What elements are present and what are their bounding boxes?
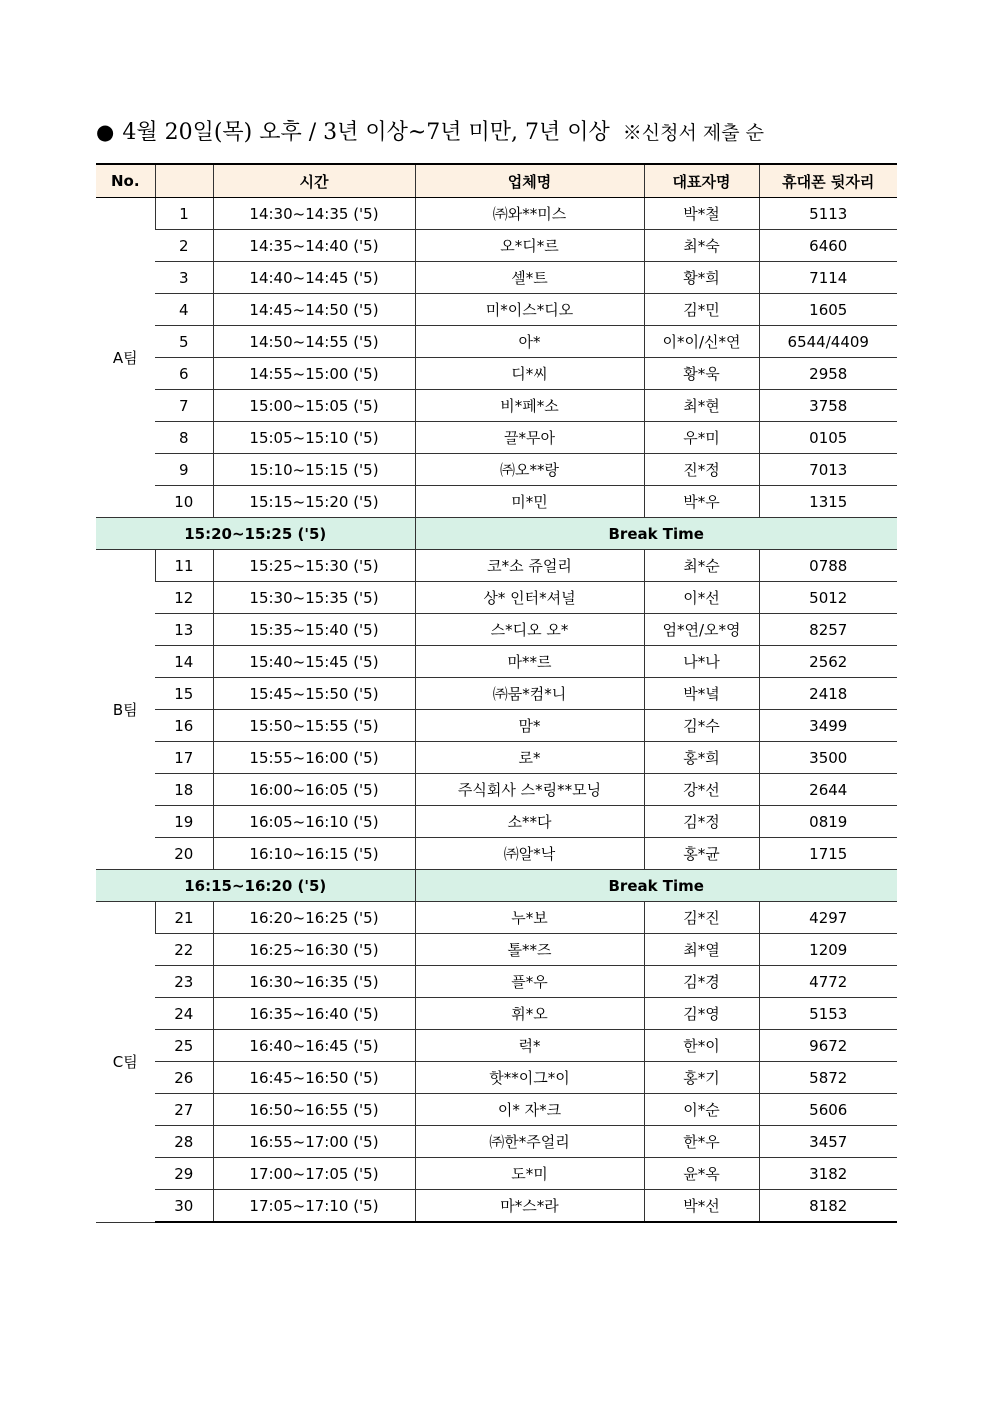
- cell-phone: 3499: [759, 710, 897, 742]
- cell-rep: 홍*균: [644, 838, 759, 870]
- cell-time: 15:05~15:10 ('5): [213, 422, 415, 454]
- cell-rep: 이*순: [644, 1094, 759, 1126]
- break-time: 16:15~16:20 ('5): [96, 870, 415, 902]
- cell-company: 끌*무아: [415, 422, 644, 454]
- cell-rep: 엄*연/오*영: [644, 614, 759, 646]
- cell-rep: 김*경: [644, 966, 759, 998]
- cell-time: 15:15~15:20 ('5): [213, 486, 415, 518]
- cell-time: 16:05~16:10 ('5): [213, 806, 415, 838]
- cell-no: 19: [155, 806, 213, 838]
- cell-no: 6: [155, 358, 213, 390]
- cell-time: 15:50~15:55 ('5): [213, 710, 415, 742]
- table-row: [96, 646, 897, 678]
- cell-company: 미*이스*디오: [415, 294, 644, 326]
- cell-no: 21: [155, 902, 213, 934]
- table-row: [96, 678, 897, 710]
- cell-phone: 3457: [759, 1126, 897, 1158]
- cell-company: 아*: [415, 326, 644, 358]
- cell-no: 5: [155, 326, 213, 358]
- cell-no: 13: [155, 614, 213, 646]
- cell-rep: 황*욱: [644, 358, 759, 390]
- cell-rep: 나*나: [644, 646, 759, 678]
- cell-time: 16:30~16:35 ('5): [213, 966, 415, 998]
- cell-time: 16:20~16:25 ('5): [213, 902, 415, 934]
- cell-time: 16:40~16:45 ('5): [213, 1030, 415, 1062]
- table-row: [96, 966, 897, 998]
- cell-no: 14: [155, 646, 213, 678]
- cell-rep: 김*정: [644, 806, 759, 838]
- cell-no: 27: [155, 1094, 213, 1126]
- table-row: [96, 806, 897, 838]
- cell-no: 10: [155, 486, 213, 518]
- cell-time: 15:10~15:15 ('5): [213, 454, 415, 486]
- cell-company: 톨**즈: [415, 934, 644, 966]
- cell-rep: 이*이/신*연: [644, 326, 759, 358]
- table-row: [96, 902, 897, 934]
- table-row: [96, 294, 897, 326]
- cell-no: 29: [155, 1158, 213, 1190]
- cell-rep: 김*영: [644, 998, 759, 1030]
- table-row: [96, 774, 897, 806]
- break-label: Break Time: [415, 518, 897, 550]
- cell-company: 상* 인터*셔널: [415, 582, 644, 614]
- cell-time: 16:35~16:40 ('5): [213, 998, 415, 1030]
- cell-time: 17:00~17:05 ('5): [213, 1158, 415, 1190]
- cell-time: 15:35~15:40 ('5): [213, 614, 415, 646]
- cell-phone: 5153: [759, 998, 897, 1030]
- cell-phone: 1715: [759, 838, 897, 870]
- table-row: [96, 934, 897, 966]
- cell-company: 코*소 쥬얼리: [415, 550, 644, 582]
- cell-company: 이* 자*크: [415, 1094, 644, 1126]
- cell-rep: 강*선: [644, 774, 759, 806]
- header-representative: 대표자명: [644, 164, 759, 198]
- cell-phone: 4297: [759, 902, 897, 934]
- document-title: [96, 112, 896, 152]
- cell-rep: 박*우: [644, 486, 759, 518]
- table-row: [96, 1190, 897, 1223]
- table-row: [96, 998, 897, 1030]
- cell-phone: 7114: [759, 262, 897, 294]
- cell-no: 28: [155, 1126, 213, 1158]
- cell-no: 7: [155, 390, 213, 422]
- cell-company: ㈜와**미스: [415, 198, 644, 230]
- cell-phone: 1605: [759, 294, 897, 326]
- table-row: [96, 1030, 897, 1062]
- cell-time: 16:55~17:00 ('5): [213, 1126, 415, 1158]
- cell-rep: 최*숙: [644, 230, 759, 262]
- cell-time: 15:25~15:30 ('5): [213, 550, 415, 582]
- cell-phone: 3182: [759, 1158, 897, 1190]
- table-row: [96, 390, 897, 422]
- cell-rep: 김*수: [644, 710, 759, 742]
- table-row: [96, 550, 897, 582]
- cell-phone: 8182: [759, 1190, 897, 1223]
- cell-company: 로*: [415, 742, 644, 774]
- title-text: 4월 20일(목) 오후 / 3년 이상~7년 미만, 7년 이상: [122, 120, 610, 145]
- table-row: [96, 838, 897, 870]
- cell-company: 누*보: [415, 902, 644, 934]
- cell-no: 26: [155, 1062, 213, 1094]
- header-seq: [155, 164, 213, 198]
- cell-time: 16:25~16:30 ('5): [213, 934, 415, 966]
- cell-time: 15:55~16:00 ('5): [213, 742, 415, 774]
- header-company: 업체명: [415, 164, 644, 198]
- cell-phone: 4772: [759, 966, 897, 998]
- cell-no: 1: [155, 198, 213, 230]
- cell-rep: 박*선: [644, 1190, 759, 1223]
- cell-no: 11: [155, 550, 213, 582]
- cell-time: 16:10~16:15 ('5): [213, 838, 415, 870]
- cell-phone: 1315: [759, 486, 897, 518]
- break-row: [96, 870, 897, 902]
- cell-company: 셀*트: [415, 262, 644, 294]
- team-label: C팀: [96, 902, 155, 1223]
- cell-rep: 박*녘: [644, 678, 759, 710]
- cell-time: 14:35~14:40 ('5): [213, 230, 415, 262]
- header-time: 시간: [213, 164, 415, 198]
- cell-company: 디*씨: [415, 358, 644, 390]
- break-row: [96, 518, 897, 550]
- cell-time: 14:50~14:55 ('5): [213, 326, 415, 358]
- cell-rep: 박*철: [644, 198, 759, 230]
- cell-no: 23: [155, 966, 213, 998]
- cell-rep: 김*진: [644, 902, 759, 934]
- header-no: No.: [96, 164, 155, 198]
- cell-no: 17: [155, 742, 213, 774]
- cell-rep: 최*열: [644, 934, 759, 966]
- cell-company: 오*디*르: [415, 230, 644, 262]
- cell-no: 24: [155, 998, 213, 1030]
- table-row: [96, 614, 897, 646]
- table-row: [96, 582, 897, 614]
- cell-time: 14:55~15:00 ('5): [213, 358, 415, 390]
- cell-no: 12: [155, 582, 213, 614]
- cell-company: ㈜한*주얼리: [415, 1126, 644, 1158]
- team-label: A팀: [96, 198, 155, 518]
- cell-time: 14:45~14:50 ('5): [213, 294, 415, 326]
- cell-no: 16: [155, 710, 213, 742]
- cell-company: 마*스*라: [415, 1190, 644, 1223]
- cell-company: 핫**이그*이: [415, 1062, 644, 1094]
- table-row: [96, 1158, 897, 1190]
- cell-company: 맘*: [415, 710, 644, 742]
- table-row: [96, 1062, 897, 1094]
- cell-phone: 8257: [759, 614, 897, 646]
- cell-time: 15:00~15:05 ('5): [213, 390, 415, 422]
- cell-phone: 3500: [759, 742, 897, 774]
- cell-phone: 2958: [759, 358, 897, 390]
- cell-company: ㈜알*낙: [415, 838, 644, 870]
- break-time: 15:20~15:25 ('5): [96, 518, 415, 550]
- cell-company: 주식회사 스*링**모닝: [415, 774, 644, 806]
- cell-time: 15:30~15:35 ('5): [213, 582, 415, 614]
- cell-rep: 최*현: [644, 390, 759, 422]
- title-note: ※신청서 제출 순: [622, 122, 765, 144]
- cell-rep: 이*선: [644, 582, 759, 614]
- cell-rep: 윤*옥: [644, 1158, 759, 1190]
- header-phone-last-digits: 휴대폰 뒷자리: [759, 164, 897, 198]
- cell-phone: 9672: [759, 1030, 897, 1062]
- cell-time: 15:40~15:45 ('5): [213, 646, 415, 678]
- cell-company: 휘*오: [415, 998, 644, 1030]
- cell-time: 15:45~15:50 ('5): [213, 678, 415, 710]
- cell-phone: 0788: [759, 550, 897, 582]
- cell-rep: 최*순: [644, 550, 759, 582]
- cell-no: 8: [155, 422, 213, 454]
- cell-no: 3: [155, 262, 213, 294]
- cell-no: 22: [155, 934, 213, 966]
- cell-phone: 5113: [759, 198, 897, 230]
- cell-time: 17:05~17:10 ('5): [213, 1190, 415, 1223]
- cell-company: 도*미: [415, 1158, 644, 1190]
- cell-company: ㈜오**랑: [415, 454, 644, 486]
- cell-rep: 김*민: [644, 294, 759, 326]
- cell-phone: 7013: [759, 454, 897, 486]
- cell-phone: 6544/4409: [759, 326, 897, 358]
- cell-time: 14:40~14:45 ('5): [213, 262, 415, 294]
- cell-phone: 0819: [759, 806, 897, 838]
- cell-company: 스*디오 오*: [415, 614, 644, 646]
- cell-company: ㈜뭄*컴*니: [415, 678, 644, 710]
- cell-no: 20: [155, 838, 213, 870]
- cell-no: 9: [155, 454, 213, 486]
- break-label: Break Time: [415, 870, 897, 902]
- team-label: B팀: [96, 550, 155, 870]
- cell-no: 25: [155, 1030, 213, 1062]
- table-row: [96, 742, 897, 774]
- cell-phone: 0105: [759, 422, 897, 454]
- cell-time: 14:30~14:35 ('5): [213, 198, 415, 230]
- cell-company: 플*우: [415, 966, 644, 998]
- cell-rep: 홍*기: [644, 1062, 759, 1094]
- cell-company: 소**다: [415, 806, 644, 838]
- cell-company: 럭*: [415, 1030, 644, 1062]
- cell-phone: 2562: [759, 646, 897, 678]
- table-row: [96, 454, 897, 486]
- cell-no: 2: [155, 230, 213, 262]
- cell-rep: 한*이: [644, 1030, 759, 1062]
- table-row: [96, 422, 897, 454]
- table-row: [96, 710, 897, 742]
- cell-phone: 5012: [759, 582, 897, 614]
- cell-rep: 황*희: [644, 262, 759, 294]
- cell-company: 비*페*소: [415, 390, 644, 422]
- cell-time: 16:00~16:05 ('5): [213, 774, 415, 806]
- cell-time: 16:45~16:50 ('5): [213, 1062, 415, 1094]
- cell-phone: 5872: [759, 1062, 897, 1094]
- table-row: [96, 486, 897, 518]
- cell-rep: 홍*희: [644, 742, 759, 774]
- bullet-icon: ●: [96, 120, 115, 144]
- cell-rep: 한*우: [644, 1126, 759, 1158]
- cell-no: 4: [155, 294, 213, 326]
- cell-rep: 우*미: [644, 422, 759, 454]
- table-row: [96, 1094, 897, 1126]
- cell-no: 30: [155, 1190, 213, 1223]
- cell-phone: 2418: [759, 678, 897, 710]
- cell-time: 16:50~16:55 ('5): [213, 1094, 415, 1126]
- table-row: [96, 262, 897, 294]
- cell-phone: 5606: [759, 1094, 897, 1126]
- schedule-table: [96, 163, 897, 1223]
- cell-rep: 진*정: [644, 454, 759, 486]
- table-row: [96, 358, 897, 390]
- schedule-body: [96, 198, 897, 1223]
- table-row: [96, 326, 897, 358]
- cell-phone: 1209: [759, 934, 897, 966]
- table-row: [96, 1126, 897, 1158]
- header-row: [96, 164, 897, 198]
- cell-phone: 3758: [759, 390, 897, 422]
- cell-company: 마**르: [415, 646, 644, 678]
- cell-company: 미*민: [415, 486, 644, 518]
- cell-phone: 2644: [759, 774, 897, 806]
- cell-phone: 6460: [759, 230, 897, 262]
- table-row: [96, 230, 897, 262]
- table-row: [96, 198, 897, 230]
- cell-no: 18: [155, 774, 213, 806]
- cell-no: 15: [155, 678, 213, 710]
